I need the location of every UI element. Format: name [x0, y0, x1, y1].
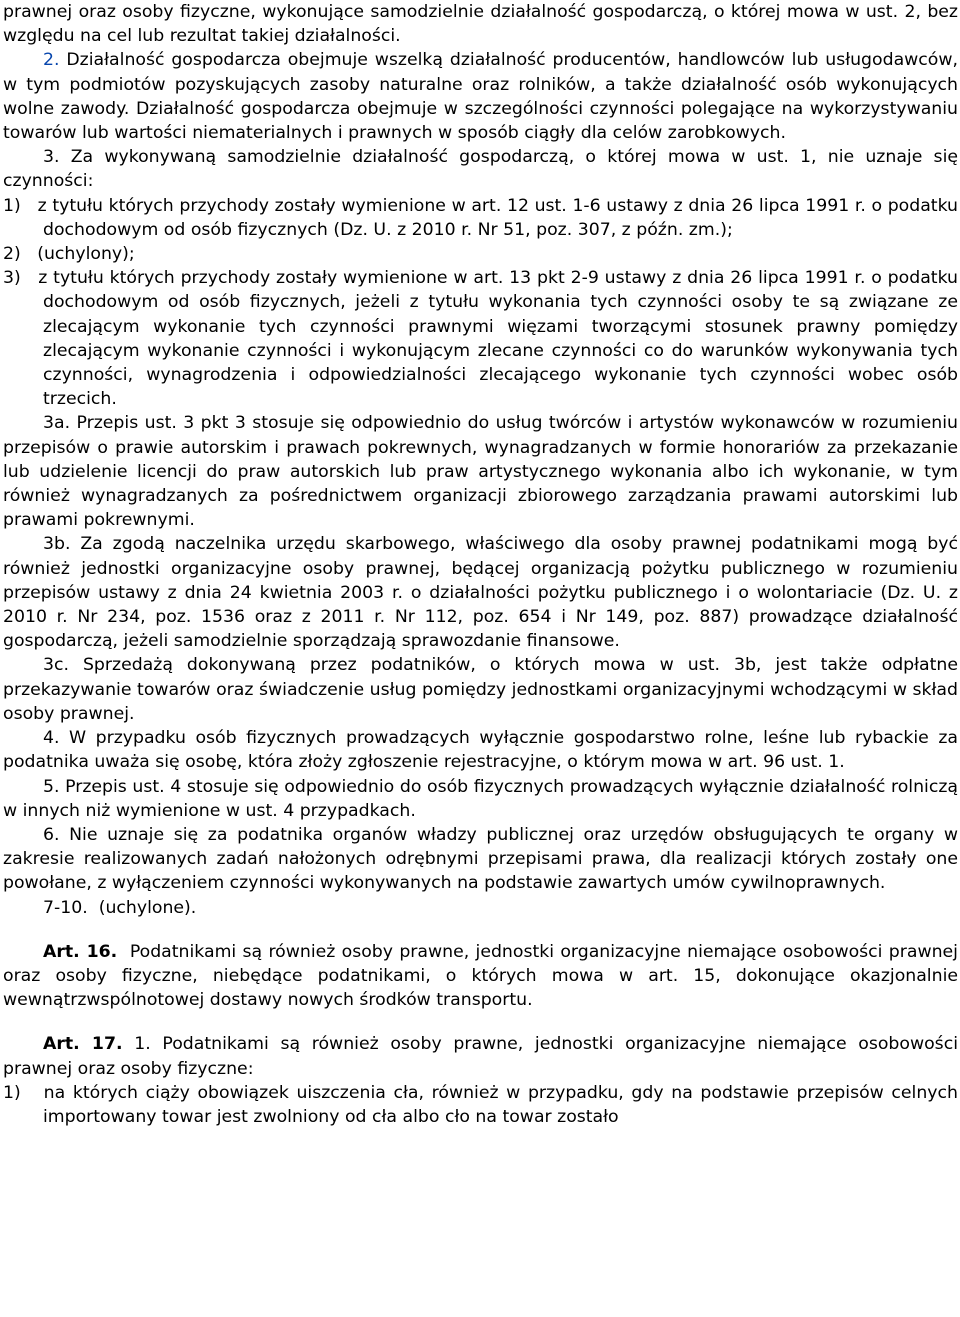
article-17-label: Art. 17. [43, 1034, 123, 1055]
list-item-3-2: 2) (uchylony); [3, 244, 135, 265]
paragraph-3c: 3c. Sprzedażą dokonywaną przez podatników, o których mowa w ust. 3b, jest także odpłatne przekazywanie towarów oraz świadczenie usług pomiędzy jednostkami organizacyjnymi wchodzącymi w skład osoby prawnej. [3, 655, 958, 724]
article-17-text: 1. Podatnikami są również osoby prawne, jednostki organizacyjne niemające osobowości prawnej oraz osoby fizyczne: [3, 1034, 958, 1079]
paragraph-3b: 3b. Za zgodą naczelnika urzędu skarbowego, właściwego dla osoby prawnej podatnikami mogą być również jednostki organizacyjne osoby prawnej, będącej organizacją pożytku publicznego w rozumieniu przepisów ustawy z dnia 24 kwietnia 2003 r. o działalności pożytku publicznego i o wolontariacie (Dz. U. z 2010 r. Nr 234, poz. 1536 oraz z 2011 r. Nr 112, poz. 654 i Nr 149, poz. 887) prowadzące działalność gospodarczą, jeżeli samodzielnie sporządzają sprawozdanie finansowe. [3, 534, 958, 652]
paragraph-2 [3, 48, 958, 145]
spacer [3, 1012, 958, 1032]
paragraph-3a: 3a. Przepis ust. 3 pkt 3 stosuje się odpowiednio do usług twórców i artystów wykonawców w rozumieniu przepisów o prawie autorskim i prawach pokrewnych, wynagradzanych w formie honorariów za przekazanie lub udzielenie licencji do praw autorskich lub praw artystycznego wykonania albo ich wykonanie, w tym również wynagradzanych za pośrednictwem organizacji zbiorowego zarządzania prawami autorskimi lub prawami pokrewnymi. [3, 413, 958, 531]
paragraph-2-text: Działalność gospodarcza obejmuje wszelką działalność producentów, handlowców lub usługodawców, w tym podmiotów pozyskujących zasoby naturalne oraz rolników, a także działalność osób wykonujących wolne zawody. Działalność gospodarcza obejmuje w szczególności czynności polegające na wykorzystywaniu towarów lub wartości niematerialnych i prawnych w sposób ciągły dla celów zarobkowych. [3, 50, 958, 144]
paragraph-7-10: 7-10. (uchylone). [43, 897, 197, 918]
paragraph-6: 6. Nie uznaje się za podatnika organów władzy publicznej oraz urzędów obsługujących te organy w zakresie realizowanych zadań nałożonych odrębnymi przepisami prawa, dla realizacji których zostały one powołane, z wyłączeniem czynności wykonywanych na podstawie zawartych umów cywilnoprawnych. [3, 824, 958, 894]
paragraph-4: 4. W przypadku osób fizycznych prowadzących wyłącznie gospodarstwo rolne, leśne lub rybackie za podatnika uważa się osobę, która złoży zgłoszenie rejestracyjne, o którym mowa w art. 96 ust. 1. [3, 728, 958, 773]
article-16 [3, 940, 958, 1013]
list-item-17-1: 1) na których ciąży obowiązek uiszczenia cła, również w przypadku, gdy na podstawie przepisów celnych importowany towar jest zwolniony od cła albo cło na towar zostało [3, 1082, 958, 1127]
paragraph-3: 3. Za wykonywaną samodzielnie działalność gospodarczą, o której mowa w ust. 1, nie uznaje się czynności: [3, 147, 958, 192]
paragraph-intro: prawnej oraz osoby fizyczne, wykonujące samodzielnie działalność gospodarczą, o której mowa w ust. 2, bez względu na cel lub rezultat takiej działalności. [3, 2, 958, 47]
list-item-3-1: 1) z tytułu których przychody zostały wymienione w art. 12 ust. 1-6 ustawy z dnia 26 lipca 1991 r. o podatku dochodowym od osób fizycznych (Dz. U. z 2010 r. Nr 51, poz. 307, z późn. zm.); [3, 195, 958, 240]
document-page [3, 0, 958, 1129]
spacer [3, 920, 958, 940]
article-16-text: Podatnikami są również osoby prawne, jednostki organizacyjne niemające osobowości prawnej oraz osoby fizyczne, niebędące podatnikami, o których mowa w art. 15, dokonujące okazjonalnie wewnątrzwspólnotowej dostawy nowych środków transportu. [3, 941, 958, 1011]
article-17 [3, 1032, 958, 1080]
article-16-label: Art. 16. [43, 941, 118, 962]
list-item-3-3: 3) z tytułu których przychody zostały wymienione w art. 13 pkt 2-9 ustawy z dnia 26 lipca 1991 r. o podatku dochodowym od osób fizycznych, jeżeli z tytułu wykonania tych czynności osoby te są związane ze zlecającym wykonanie tych czynności prawnymi więzami tworzącymi stosunek prawny pomiędzy zlecającym wykonanie czynności i wykonującym zlecane czynności co do warunków wykonywania tych czynności, wynagrodzenia i odpowiedzialności zlecającego wykonanie tych czynności wobec osób trzecich. [3, 268, 958, 410]
paragraph-5: 5. Przepis ust. 4 stosuje się odpowiednio do osób fizycznych prowadzących wyłącznie działalność rolniczą w innych niż wymienione w ust. 4 przypadkach. [3, 776, 958, 821]
paragraph-2-number: 2. [43, 50, 60, 71]
